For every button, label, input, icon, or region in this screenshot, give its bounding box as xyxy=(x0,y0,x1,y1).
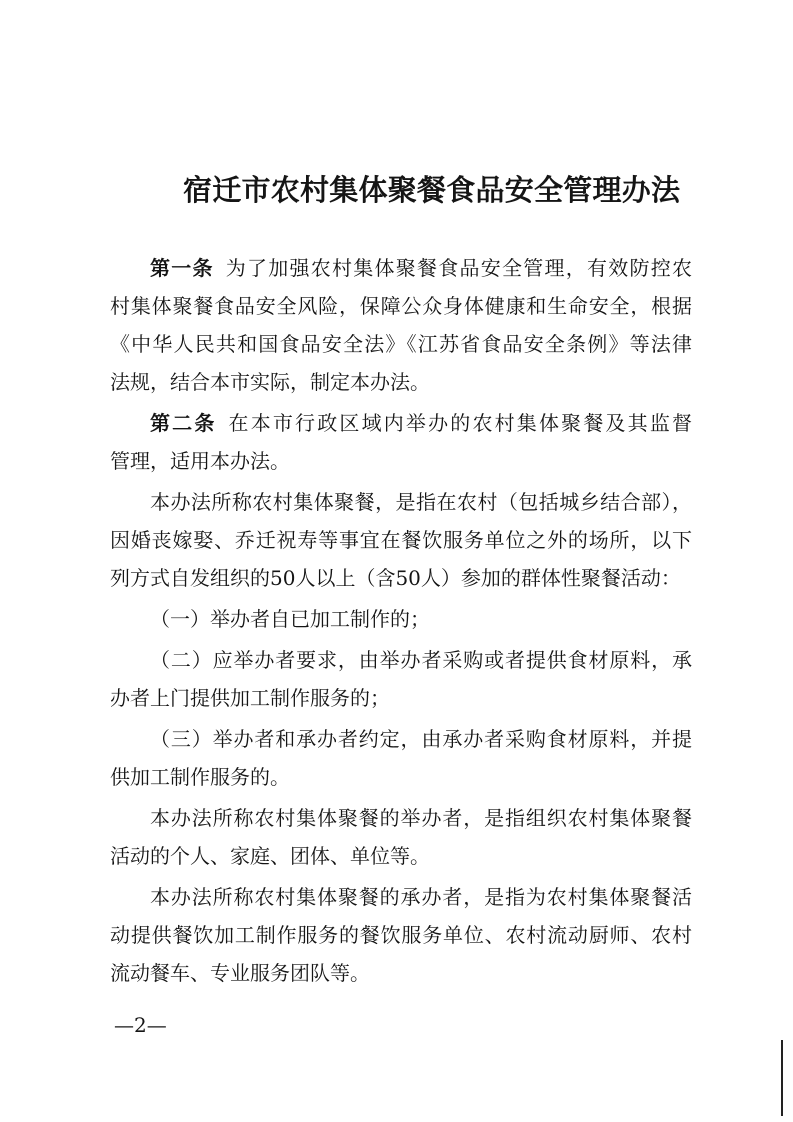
text-line: 流动餐车、专业服务团队等。 xyxy=(110,961,370,985)
list-item-1 xyxy=(110,600,692,638)
text-line: 法规，结合本市实际，制定本办法。 xyxy=(110,370,430,394)
text-line: 列方式自发组织的50人以上（含50人）参加的群体性聚餐活动： xyxy=(110,566,681,590)
text-line: （二）应举办者要求，由举办者采购或者提供食材原料，承 xyxy=(150,648,692,672)
list-item-3 xyxy=(110,720,692,796)
text-line: 办者上门提供加工制作服务的； xyxy=(110,686,390,710)
article-1-paragraph xyxy=(110,249,692,401)
scan-edge-line xyxy=(781,1040,783,1116)
text-line: 《中华人民共和国食品安全法》《江苏省食品安全条例》等法律 xyxy=(110,332,692,356)
text-line: 村集体聚餐食品安全风险，保障公众身体健康和生命安全，根据 xyxy=(110,294,692,318)
article-1-heading: 第一条 xyxy=(150,256,214,280)
text-line: 本办法所称农村集体聚餐的举办者，是指组织农村集体聚餐 xyxy=(150,806,692,830)
text-line: 本办法所称农村集体聚餐的承办者，是指为农村集体聚餐活 xyxy=(150,885,692,909)
text-line xyxy=(110,404,692,442)
list-item-2 xyxy=(110,641,692,717)
organizer-definition-paragraph xyxy=(110,799,692,875)
text-line: （一）举办者自已加工制作的； xyxy=(150,607,430,631)
text-line xyxy=(110,249,692,287)
text-segment: 在本市行政区域内举办的农村集体聚餐及其监督 xyxy=(228,411,693,435)
text-line: 供加工制作服务的。 xyxy=(110,765,290,789)
text-line: 管理，适用本办法。 xyxy=(110,449,290,473)
text-line: （三）举办者和承办者约定，由承办者采购食材原料，并提 xyxy=(150,727,692,751)
text-line: 本办法所称农村集体聚餐，是指在农村（包括城乡结合部）， xyxy=(150,490,692,514)
page-number: —2— xyxy=(114,1013,167,1037)
contractor-definition-paragraph xyxy=(110,878,692,992)
text-line: 因婚丧嫁娶、乔迁祝寿等事宜在餐饮服务单位之外的场所，以下 xyxy=(110,528,692,552)
article-2-paragraph xyxy=(110,404,692,480)
document-title: 宿迁市农村集体聚餐食品安全管理办法 xyxy=(183,173,680,207)
article-2-heading: 第二条 xyxy=(150,411,217,435)
document-body xyxy=(110,249,692,992)
text-line: 活动的个人、家庭、团体、单位等。 xyxy=(110,844,430,868)
text-segment: 为了加强农村集体聚餐食品安全管理，有效防控农 xyxy=(225,256,692,280)
definition-paragraph xyxy=(110,483,692,597)
text-line: 动提供餐饮加工制作服务的餐饮服务单位、农村流动厨师、农村 xyxy=(110,923,692,947)
